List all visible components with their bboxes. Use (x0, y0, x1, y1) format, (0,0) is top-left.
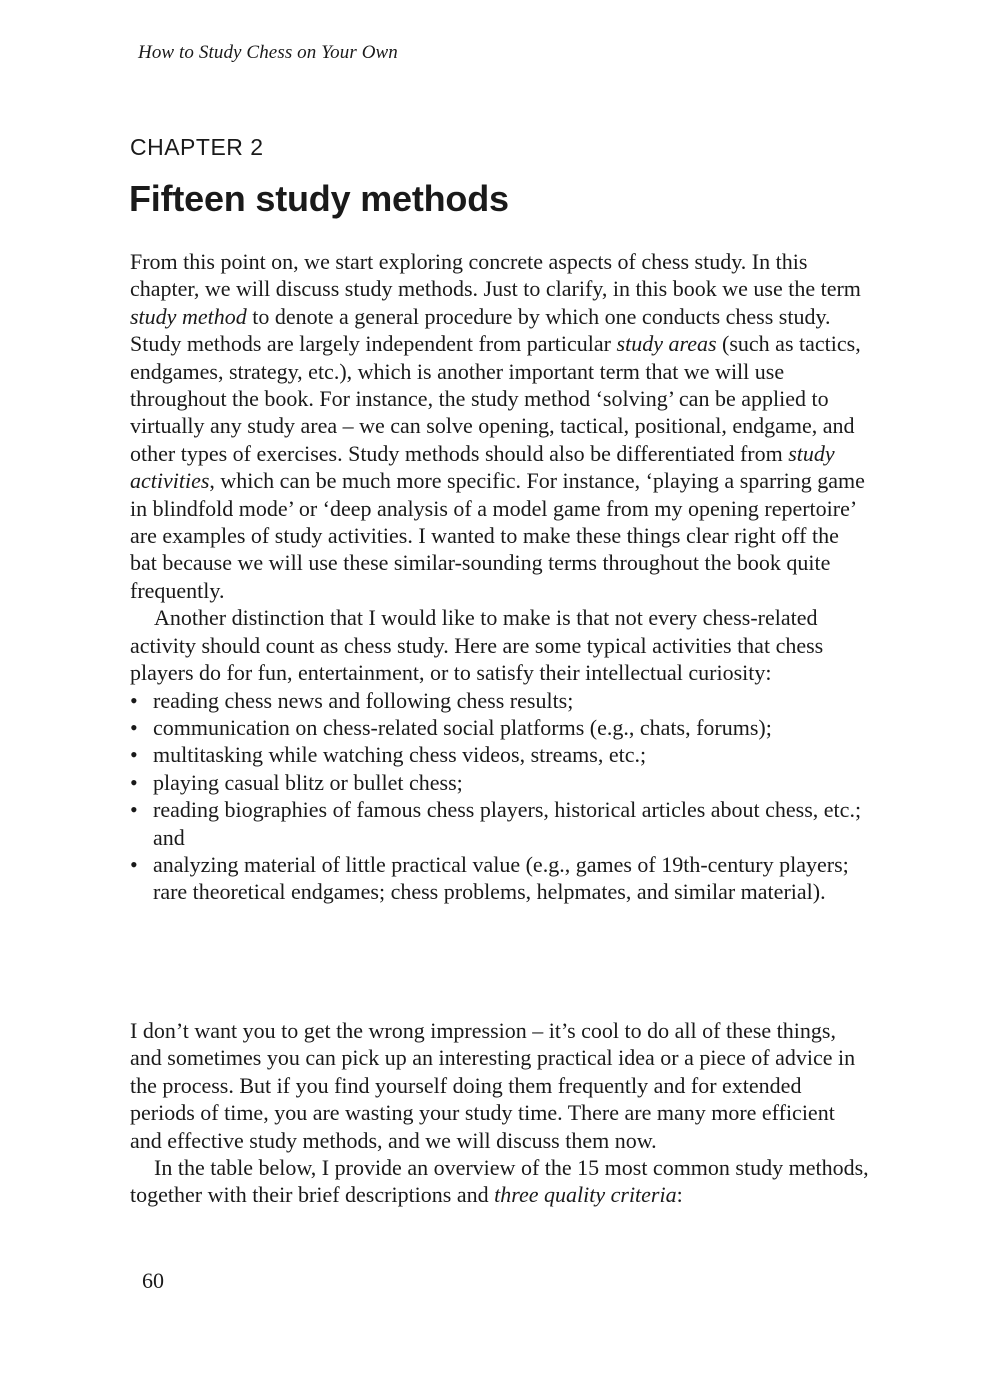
list-item: • reading chess news and following chess results; (130, 687, 870, 714)
chapter-title: Fifteen study methods (129, 178, 509, 219)
paragraph-intro (130, 248, 870, 604)
body-text-upper (130, 248, 870, 906)
activities-list (130, 687, 870, 906)
paragraph-intro-text-1: From this point on, we start exploring concrete aspects of chess study. In this chapter, we will discuss study methods. Just to clarify, in this book we use the term (130, 249, 861, 302)
list-item: • analyzing material of little practical value (e.g., games of 19th-century players; rare theoretical endgames; chess problems, helpmates, and similar material). (130, 851, 870, 906)
paragraph-intro-text-3: (such as tactics, endgames, strategy, etc.), which is another important term that we will use throughout the book. For instance, the study method ‘solving’ can be applied to virtually any study area – we can solve opening, tactical, positional, endgame, and other types of exercises. Study methods should also be differentiated from (130, 331, 861, 466)
paragraph-table-intro-text-1: In the table below, I provide an overview of the 15 most common study methods, together with their brief descriptions and (130, 1155, 869, 1208)
paragraph-impression: I don’t want you to get the wrong impression – it’s cool to do all of these things, and sometimes you can pick up an interesting practical idea or a piece of advice in the process. But if you find yourself doing them frequently and for extended periods of time, you are wasting your study time. There are many more efficient and effective study methods, and we will discuss them now. (130, 1018, 856, 1153)
term-study-activities: study activities (130, 440, 835, 494)
list-item: • multitasking while watching chess videos, streams, etc.; (130, 741, 870, 768)
chapter-label: CHAPTER 2 (130, 134, 264, 160)
page-number: 60 (142, 1268, 164, 1293)
paragraph-intro-text-4: , which can be much more specific. For instance, ‘playing a sparring game in blindfold mode’ or ‘deep analysis of a model game from my opening repertoire’ are examples of study activities. I wanted to make these things clear right off the bat because we will use these similar-sounding terms throughout the book quite frequently. (130, 468, 865, 603)
paragraph-table-intro-text-2: : (676, 1182, 683, 1208)
paragraph-distinction: Another distinction that I would like to make is that not every chess-related activity should count as chess study. Here are some typical activities that chess players do for fun, entertainment, or to satisfy their intellectual curiosity: (130, 605, 824, 686)
running-head: How to Study Chess on Your Own (138, 42, 398, 63)
paragraph-intro-text-2: to denote a general procedure by which one conducts chess study. Study methods are largely independent from particular (130, 303, 831, 357)
term-study-method: study method (130, 303, 247, 329)
paragraph-table-intro (130, 1154, 870, 1209)
list-item: • reading biographies of famous chess players, historical articles about chess, etc.; and (130, 796, 870, 851)
list-item: • playing casual blitz or bullet chess; (130, 769, 870, 796)
body-text-lower (130, 1017, 870, 1209)
list-item: • communication on chess-related social platforms (e.g., chats, forums); (130, 714, 870, 741)
term-study-areas: study areas (616, 331, 717, 357)
term-quality-criteria: three quality criteria (494, 1182, 677, 1208)
